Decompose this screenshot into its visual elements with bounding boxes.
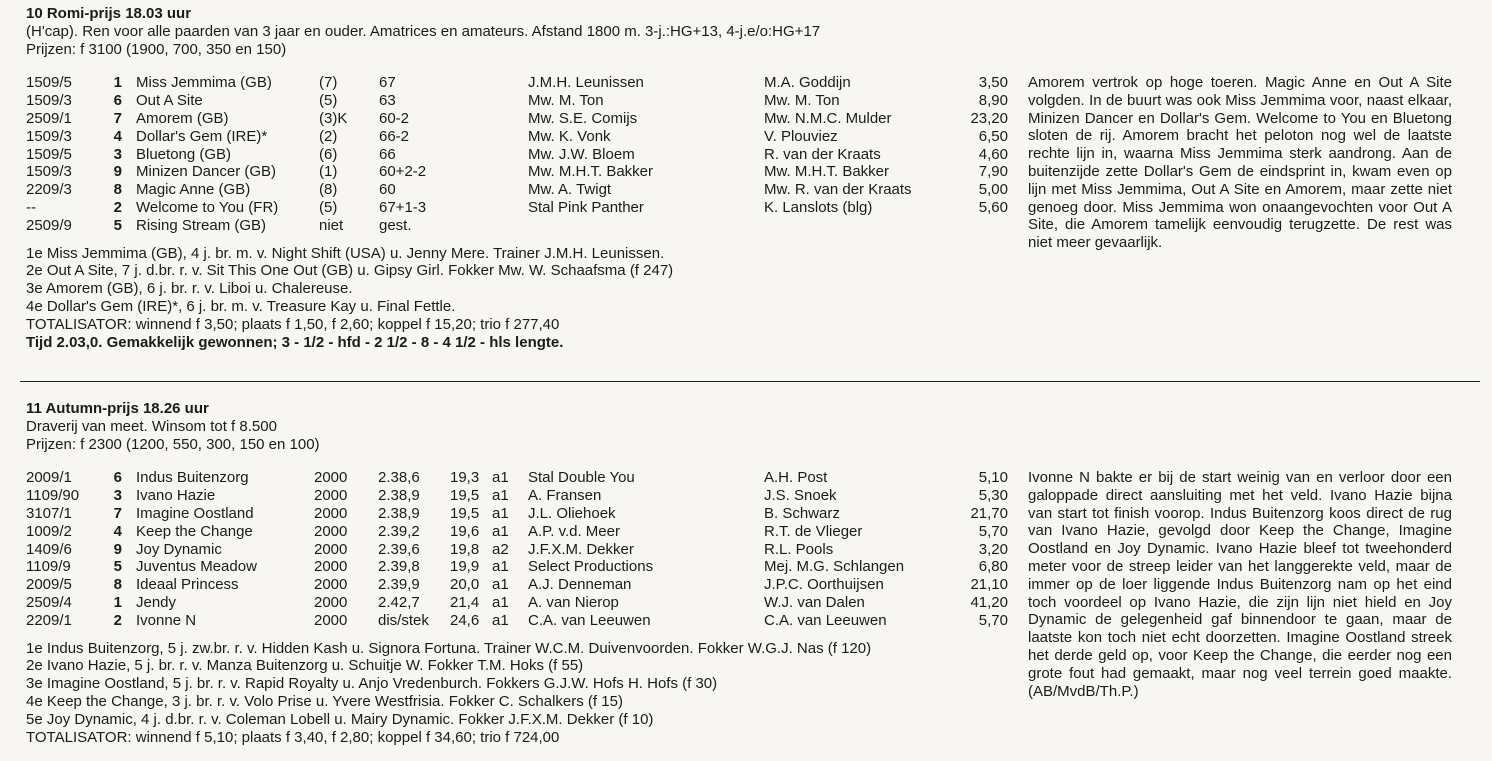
- driver: Mej. M.G. Schlangen: [764, 558, 905, 576]
- km-time: 19,3: [450, 469, 480, 487]
- distance: 2000: [314, 593, 348, 611]
- section-divider: [20, 381, 1480, 382]
- owner: Stal Double You: [528, 469, 635, 487]
- jockey: Mw. R. van der Kraats: [764, 181, 912, 199]
- class: a1: [492, 504, 509, 522]
- km-time: 19,9: [450, 558, 480, 576]
- table-row: [26, 163, 1026, 181]
- weight: 60+2-2: [379, 163, 427, 181]
- odds: 5,10: [978, 469, 1008, 487]
- jockey: Mw. N.M.C. Mulder: [764, 109, 892, 127]
- previous-result: 1409/6: [26, 540, 72, 558]
- race-time: dis/stek: [378, 611, 429, 629]
- jockey: R. van der Kraats: [764, 145, 881, 163]
- jockey: V. Plouviez: [764, 127, 838, 145]
- horse-name: Bluetong (GB): [136, 145, 232, 163]
- driver: R.L. Pools: [764, 540, 834, 558]
- horse-number: 7: [113, 504, 122, 522]
- race-time: 2.42,7: [378, 593, 420, 611]
- owner: Mw. M.H.T. Bakker: [528, 163, 654, 181]
- note-line: 4e Dollar's Gem (IRE)*, 6 j. br. m. v. Treasure Kay u. Final Fettle.: [26, 297, 456, 315]
- odds: 3,20: [978, 540, 1008, 558]
- results-table: [26, 469, 1026, 629]
- jockey: K. Lanslots (blg): [764, 198, 873, 216]
- horse-number: 1: [113, 74, 122, 92]
- horse-number: 6: [113, 92, 122, 110]
- owner: Stal Pink Panther: [528, 198, 644, 216]
- previous-result: 2209/1: [26, 611, 72, 629]
- horse-number: 3: [113, 145, 122, 163]
- table-row: [26, 181, 1026, 199]
- table-row: [26, 558, 1026, 576]
- weight: 67: [379, 74, 396, 92]
- class: a1: [492, 487, 509, 505]
- distance: 2000: [314, 469, 348, 487]
- previous-result: 2509/9: [26, 216, 72, 234]
- previous-result: 1509/5: [26, 145, 72, 163]
- horse-name: Minizen Dancer (GB): [136, 163, 277, 181]
- horse-name: Ivano Hazie: [136, 487, 216, 505]
- horse-name: Ideaal Princess: [136, 576, 239, 594]
- owner: A.P. v.d. Meer: [528, 522, 620, 540]
- odds: 5,70: [978, 522, 1008, 540]
- owner: C.A. van Leeuwen: [528, 611, 651, 629]
- race-report: Ivonne N bakte er bij de start weinig van en verloor door een galoppade direct aansluiting met het veld. Ivano Hazie bijna van start tot finish voorop. Indus Buitenzorg koos direct de rug van Ivano Hazie, gevolgd door Keep the Change, Imagine Oostland en Joy Dynamic. Ivano Hazie bleef tot tweehonderd meter voor de streep leider van het langgerekte veld, maar de immer op de loer liggende Indus Buitenzorg nam op het eind toch voordeel op Ivano Hazie, die zijn lijn niet hield en Joy Dynamic de gelegenheid gaf binnendoor te gaan, maar de laatste kon toch niet echt doorzetten. Imagine Oostland streek het derde geld op, voor Keep the Change, die eerder nog een grote fout had gemaakt, maar nog veel terrein goed maakte. (AB/MvdB/Th.P.): [1028, 469, 1452, 700]
- weight: 66-2: [379, 127, 410, 145]
- post-position: (5): [319, 92, 338, 110]
- horse-number: 8: [113, 576, 122, 594]
- note-line: 2e Out A Site, 7 j. d.br. r. v. Sit This One Out (GB) u. Gipsy Girl. Fokker Mw. W. Schaafsma (f 247): [26, 262, 674, 280]
- km-time: 19,8: [450, 540, 480, 558]
- note-line: 5e Joy Dynamic, 4 j. d.br. r. v. Coleman Lobell u. Mairy Dynamic. Fokker J.F.X.M. Dekker (f 10): [26, 710, 654, 728]
- note-line: 1e Indus Buitenzorg, 5 j. zw.br. r. v. Hidden Kash u. Signora Fortuna. Trainer W.C.M. Duivenvoorden. Fokker W.G.J. Nas (f 120): [26, 639, 872, 657]
- previous-result: 3107/1: [26, 504, 72, 522]
- horse-name: Joy Dynamic: [136, 540, 222, 558]
- driver: C.A. van Leeuwen: [764, 611, 887, 629]
- horse-name: Juventus Meadow: [136, 558, 257, 576]
- owner: Mw. K. Vonk: [528, 127, 611, 145]
- weight: 60: [379, 181, 396, 199]
- note-line: 3e Amorem (GB), 6 j. br. r. v. Liboi u. Chalereuse.: [26, 280, 353, 298]
- weight: 60-2: [379, 109, 410, 127]
- horse-number: 6: [113, 469, 122, 487]
- horse-name: Welcome to You (FR): [136, 198, 279, 216]
- driver: W.J. van Dalen: [764, 593, 865, 611]
- km-time: 19,5: [450, 504, 480, 522]
- owner: A.J. Denneman: [528, 576, 632, 594]
- post-position: (1): [319, 163, 338, 181]
- previous-result: 2509/4: [26, 593, 72, 611]
- horse-name: Dollar's Gem (IRE)*: [136, 127, 268, 145]
- odds: 21,10: [970, 576, 1008, 594]
- horse-number: 2: [113, 611, 122, 629]
- table-row: [26, 146, 1026, 164]
- class: a1: [492, 576, 509, 594]
- previous-result: 2009/1: [26, 469, 72, 487]
- previous-result: 1509/3: [26, 92, 72, 110]
- post-position: (2): [319, 127, 338, 145]
- odds: 3,50: [978, 74, 1008, 92]
- driver: J.S. Snoek: [764, 487, 837, 505]
- distance: 2000: [314, 576, 348, 594]
- horse-number: 9: [113, 163, 122, 181]
- horse-name: Ivonne N: [136, 611, 197, 629]
- note-line: 3e Imagine Oostland, 5 j. br. r. v. Rapid Royalty u. Anjo Vredenburch. Fokkers G.J.W. Hofs H. Hofs (f 30): [26, 675, 718, 693]
- horse-number: 5: [113, 216, 122, 234]
- race-report: Amorem vertrok op hoge toeren. Magic Anne en Out A Site volgden. In de buurt was ook Miss Jemmima voor, naast elkaar, Minizen Dancer en Dollar's Gem. Welcome to You en Bluetong sloten de rij. Amorem bracht het peloton nog wel de laatste rechte lijn in, waarna Miss Jemmima sterk aandrong. Aan de buitenzijde zette Dollar's Gem de eindsprint in, kwam even op lijn met Miss Jemmima, Out A Site en Amorem, maar zette niet genoeg door. Miss Jemmima won onaangevochten voor Out A Site, die Amorem tamelijk eenvoudig terugzette. De rest was niet meer gevaarlijk.: [1028, 74, 1452, 252]
- weight: gest.: [379, 216, 412, 234]
- post-position: (3)K: [319, 109, 348, 127]
- post-position: (5): [319, 198, 338, 216]
- jockey: M.A. Goddijn: [764, 74, 851, 92]
- horse-number: 7: [113, 109, 122, 127]
- race-prizes: Prijzen: f 2300 (1200, 550, 300, 150 en 100): [26, 435, 320, 453]
- race-notes: [26, 245, 1486, 334]
- table-row: [26, 92, 1026, 110]
- note-line: 1e Miss Jemmima (GB), 4 j. br. m. v. Night Shift (USA) u. Jenny Mere. Trainer J.M.H. Leunissen.: [26, 244, 665, 262]
- distance: 2000: [314, 522, 348, 540]
- owner: Mw. A. Twigt: [528, 181, 612, 199]
- odds: 8,90: [978, 92, 1008, 110]
- owner: Mw. S.E. Comijs: [528, 109, 638, 127]
- note-line: TOTALISATOR: winnend f 3,50; plaats f 1,50, f 2,60; koppel f 15,20; trio f 277,40: [26, 315, 560, 333]
- owner: Select Productions: [528, 558, 654, 576]
- table-row: [26, 505, 1026, 523]
- race-title: 11 Autumn-prijs 18.26 uur: [26, 400, 209, 417]
- odds: 4,60: [978, 145, 1008, 163]
- previous-result: 1109/90: [26, 487, 80, 505]
- table-row: [26, 74, 1026, 92]
- odds: 5,30: [978, 487, 1008, 505]
- km-time: 19,6: [450, 522, 480, 540]
- horse-name: Keep the Change: [136, 522, 253, 540]
- class: a1: [492, 558, 509, 576]
- km-time: 24,6: [450, 611, 480, 629]
- previous-result: 1509/3: [26, 127, 72, 145]
- odds: 23,20: [970, 109, 1008, 127]
- horse-name: Out A Site: [136, 92, 203, 110]
- odds: 6,80: [978, 558, 1008, 576]
- race-title: 10 Romi-prijs 18.03 uur: [26, 5, 192, 22]
- horse-name: Miss Jemmima (GB): [136, 74, 272, 92]
- race-prizes: Prijzen: f 3100 (1900, 700, 350 en 150): [26, 40, 287, 58]
- horse-number: 1: [113, 593, 122, 611]
- horse-number: 4: [113, 127, 122, 145]
- post-position: niet: [319, 216, 344, 234]
- distance: 2000: [314, 487, 348, 505]
- previous-result: 2209/3: [26, 181, 72, 199]
- horse-name: Rising Stream (GB): [136, 216, 267, 234]
- race-time: 2.39,2: [378, 522, 420, 540]
- note-line: 2e Ivano Hazie, 5 j. br. r. v. Manza Buitenzorg u. Schuitje W. Fokker T.M. Hoks (f 55): [26, 657, 584, 675]
- post-position: (6): [319, 145, 338, 163]
- jockey: Mw. M.H.T. Bakker: [764, 163, 890, 181]
- owner: Mw. J.W. Bloem: [528, 145, 635, 163]
- horse-number: 5: [113, 558, 122, 576]
- odds: 5,70: [978, 611, 1008, 629]
- note-line: 4e Keep the Change, 3 j. br. r. v. Volo Prise u. Yvere Westfrisia. Fokker C. Schalkers (f 15): [26, 692, 623, 710]
- horse-name: Jendy: [136, 593, 177, 611]
- table-row: [26, 594, 1026, 612]
- odds: 5,00: [978, 181, 1008, 199]
- results-table: [26, 74, 1026, 234]
- race-description: (H'cap). Ren voor alle paarden van 3 jaar en ouder. Amatrices en amateurs. Afstand 1800 m. 3-j.:HG+13, 4-j.e/o:HG+17: [26, 22, 821, 40]
- odds: 7,90: [978, 163, 1008, 181]
- weight: 67+1-3: [379, 198, 427, 216]
- distance: 2000: [314, 504, 348, 522]
- previous-result: 1509/3: [26, 163, 72, 181]
- previous-result: 1009/2: [26, 522, 72, 540]
- odds: 41,20: [970, 593, 1008, 611]
- weight: 63: [379, 92, 396, 110]
- table-row: [26, 469, 1026, 487]
- race-time: 2.39,9: [378, 576, 420, 594]
- horse-number: 9: [113, 540, 122, 558]
- odds: 21,70: [970, 504, 1008, 522]
- race-time: 2.38,9: [378, 487, 420, 505]
- previous-result: 2009/5: [26, 576, 72, 594]
- class: a1: [492, 522, 509, 540]
- class: a1: [492, 593, 509, 611]
- table-row: [26, 541, 1026, 559]
- race-time: 2.38,6: [378, 469, 420, 487]
- owner: A. Fransen: [528, 487, 602, 505]
- distance: 2000: [314, 558, 348, 576]
- odds: 5,60: [978, 198, 1008, 216]
- km-time: 21,4: [450, 593, 480, 611]
- odds: 6,50: [978, 127, 1008, 145]
- table-row: [26, 487, 1026, 505]
- weight: 66: [379, 145, 396, 163]
- post-position: (7): [319, 74, 338, 92]
- driver: J.P.C. Oorthuijsen: [764, 576, 884, 594]
- class: a1: [492, 469, 509, 487]
- horse-number: 4: [113, 522, 122, 540]
- table-row: [26, 110, 1026, 128]
- race-time: 2.39,6: [378, 540, 420, 558]
- distance: 2000: [314, 540, 348, 558]
- table-row: [26, 523, 1026, 541]
- race-time-line: Tijd 2.03,0. Gemakkelijk gewonnen; 3 - 1/2 - hfd - 2 1/2 - 8 - 4 1/2 - hls lengte.: [26, 333, 564, 351]
- owner: J.F.X.M. Dekker: [528, 540, 634, 558]
- driver: B. Schwarz: [764, 504, 840, 522]
- previous-result: 2509/1: [26, 109, 72, 127]
- table-row: [26, 199, 1026, 217]
- previous-result: --: [26, 198, 36, 216]
- race-time: 2.39,8: [378, 558, 420, 576]
- race-description: Draverij van meet. Winsom tot f 8.500: [26, 417, 277, 435]
- note-line: TOTALISATOR: winnend f 5,10; plaats f 3,40, f 2,80; koppel f 34,60; trio f 724,00: [26, 728, 560, 746]
- horse-name: Indus Buitenzorg: [136, 469, 249, 487]
- horse-name: Magic Anne (GB): [136, 181, 251, 199]
- previous-result: 1509/5: [26, 74, 72, 92]
- horse-name: Imagine Oostland: [136, 504, 254, 522]
- table-row: [26, 217, 1026, 235]
- km-time: 19,5: [450, 487, 480, 505]
- km-time: 20,0: [450, 576, 480, 594]
- class: a1: [492, 611, 509, 629]
- jockey: Mw. M. Ton: [764, 92, 840, 110]
- table-row: [26, 128, 1026, 146]
- previous-result: 1109/9: [26, 558, 71, 576]
- driver: R.T. de Vlieger: [764, 522, 863, 540]
- owner: J.M.H. Leunissen: [528, 74, 644, 92]
- horse-number: 8: [113, 181, 122, 199]
- horse-number: 3: [113, 487, 122, 505]
- class: a2: [492, 540, 509, 558]
- horse-number: 2: [113, 198, 122, 216]
- race-time: 2.38,9: [378, 504, 420, 522]
- horse-name: Amorem (GB): [136, 109, 229, 127]
- table-row: [26, 576, 1026, 594]
- distance: 2000: [314, 611, 348, 629]
- owner: Mw. M. Ton: [528, 92, 604, 110]
- owner: A. van Nierop: [528, 593, 619, 611]
- post-position: (8): [319, 181, 338, 199]
- driver: A.H. Post: [764, 469, 828, 487]
- table-row: [26, 612, 1026, 630]
- owner: J.L. Oliehoek: [528, 504, 616, 522]
